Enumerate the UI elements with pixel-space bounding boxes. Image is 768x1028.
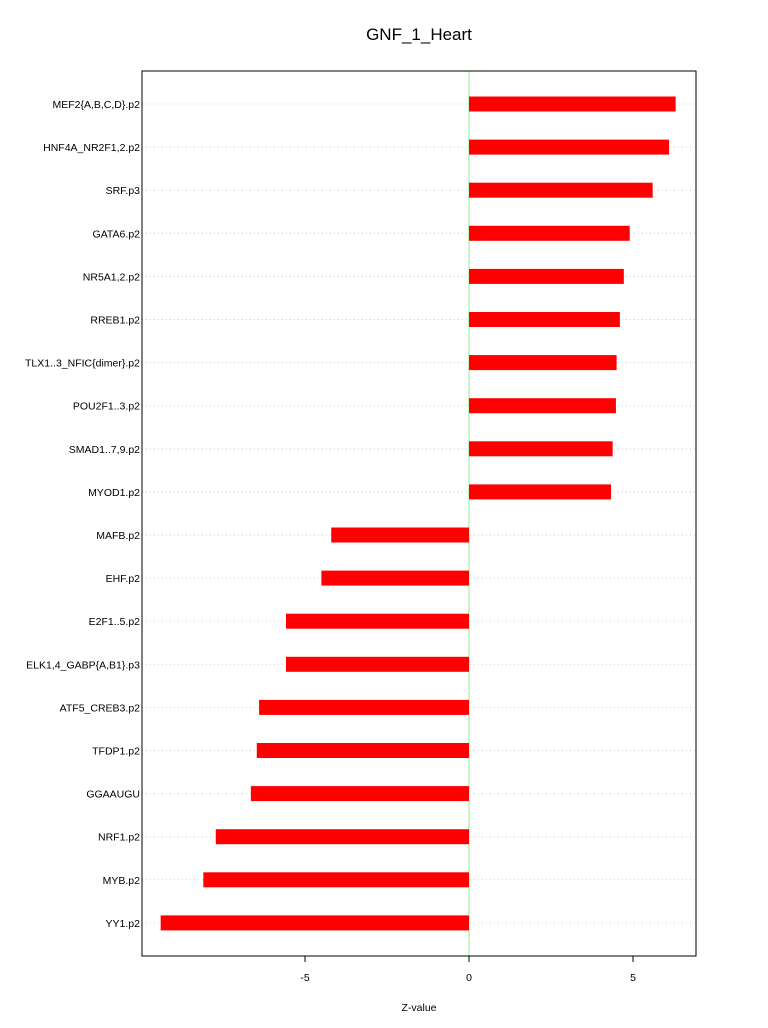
- bar: [469, 441, 613, 456]
- bar: [257, 743, 469, 758]
- category-label: POU2F1..3.p2: [72, 400, 140, 413]
- bar: [259, 700, 469, 715]
- category-label: TFDP1.p2: [92, 745, 140, 758]
- plot-frame: [142, 71, 696, 956]
- bar: [251, 786, 469, 801]
- bar: [469, 269, 624, 284]
- category-label: NR5A1,2.p2: [82, 271, 140, 284]
- x-axis: [300, 956, 636, 984]
- category-label: HNF4A_NR2F1,2.p2: [43, 142, 140, 155]
- category-label: MYB.p2: [102, 874, 140, 887]
- bars: [161, 97, 676, 931]
- category-label: MYOD1.p2: [88, 486, 140, 499]
- bar: [469, 183, 653, 198]
- category-label: TLX1..3_NFIC{dimer}.p2: [25, 357, 140, 370]
- x-axis-title: Z-value: [401, 1002, 437, 1014]
- bar: [469, 484, 611, 499]
- bar: [469, 97, 676, 112]
- bar: [216, 829, 469, 844]
- bar: [469, 312, 620, 327]
- category-label: EHF.p2: [105, 573, 140, 586]
- bar: [331, 528, 469, 543]
- category-label: ELK1,4_GABP{A,B1}.p3: [26, 659, 140, 672]
- category-label: NRF1.p2: [97, 831, 140, 844]
- bar: [286, 657, 469, 672]
- x-tick-label: 0: [466, 972, 472, 984]
- category-label: MEF2{A,B,C,D}.p2: [52, 99, 140, 111]
- x-tick-label: -5: [300, 972, 310, 984]
- bar: [321, 571, 469, 586]
- category-label: YY1.p2: [105, 917, 140, 930]
- category-label: GATA6.p2: [92, 228, 140, 241]
- bar: [203, 872, 469, 887]
- x-tick-label: 5: [630, 972, 636, 984]
- chart-title: GNF_1_Heart: [366, 25, 472, 44]
- category-label: RREB1.p2: [90, 314, 140, 327]
- category-label: GGAAUGU: [86, 788, 140, 801]
- bar: [469, 140, 669, 155]
- bar: [161, 915, 469, 930]
- bar: [469, 398, 616, 413]
- category-label: MAFB.p2: [96, 530, 140, 542]
- bar: [469, 226, 630, 241]
- category-label: ATF5_CREB3.p2: [59, 702, 140, 715]
- category-label: E2F1..5.p2: [88, 616, 140, 629]
- bar: [469, 355, 617, 370]
- bar: [286, 614, 469, 629]
- category-label: SRF.p3: [105, 185, 140, 198]
- category-labels: [25, 99, 140, 930]
- category-label: SMAD1..7,9.p2: [68, 443, 140, 456]
